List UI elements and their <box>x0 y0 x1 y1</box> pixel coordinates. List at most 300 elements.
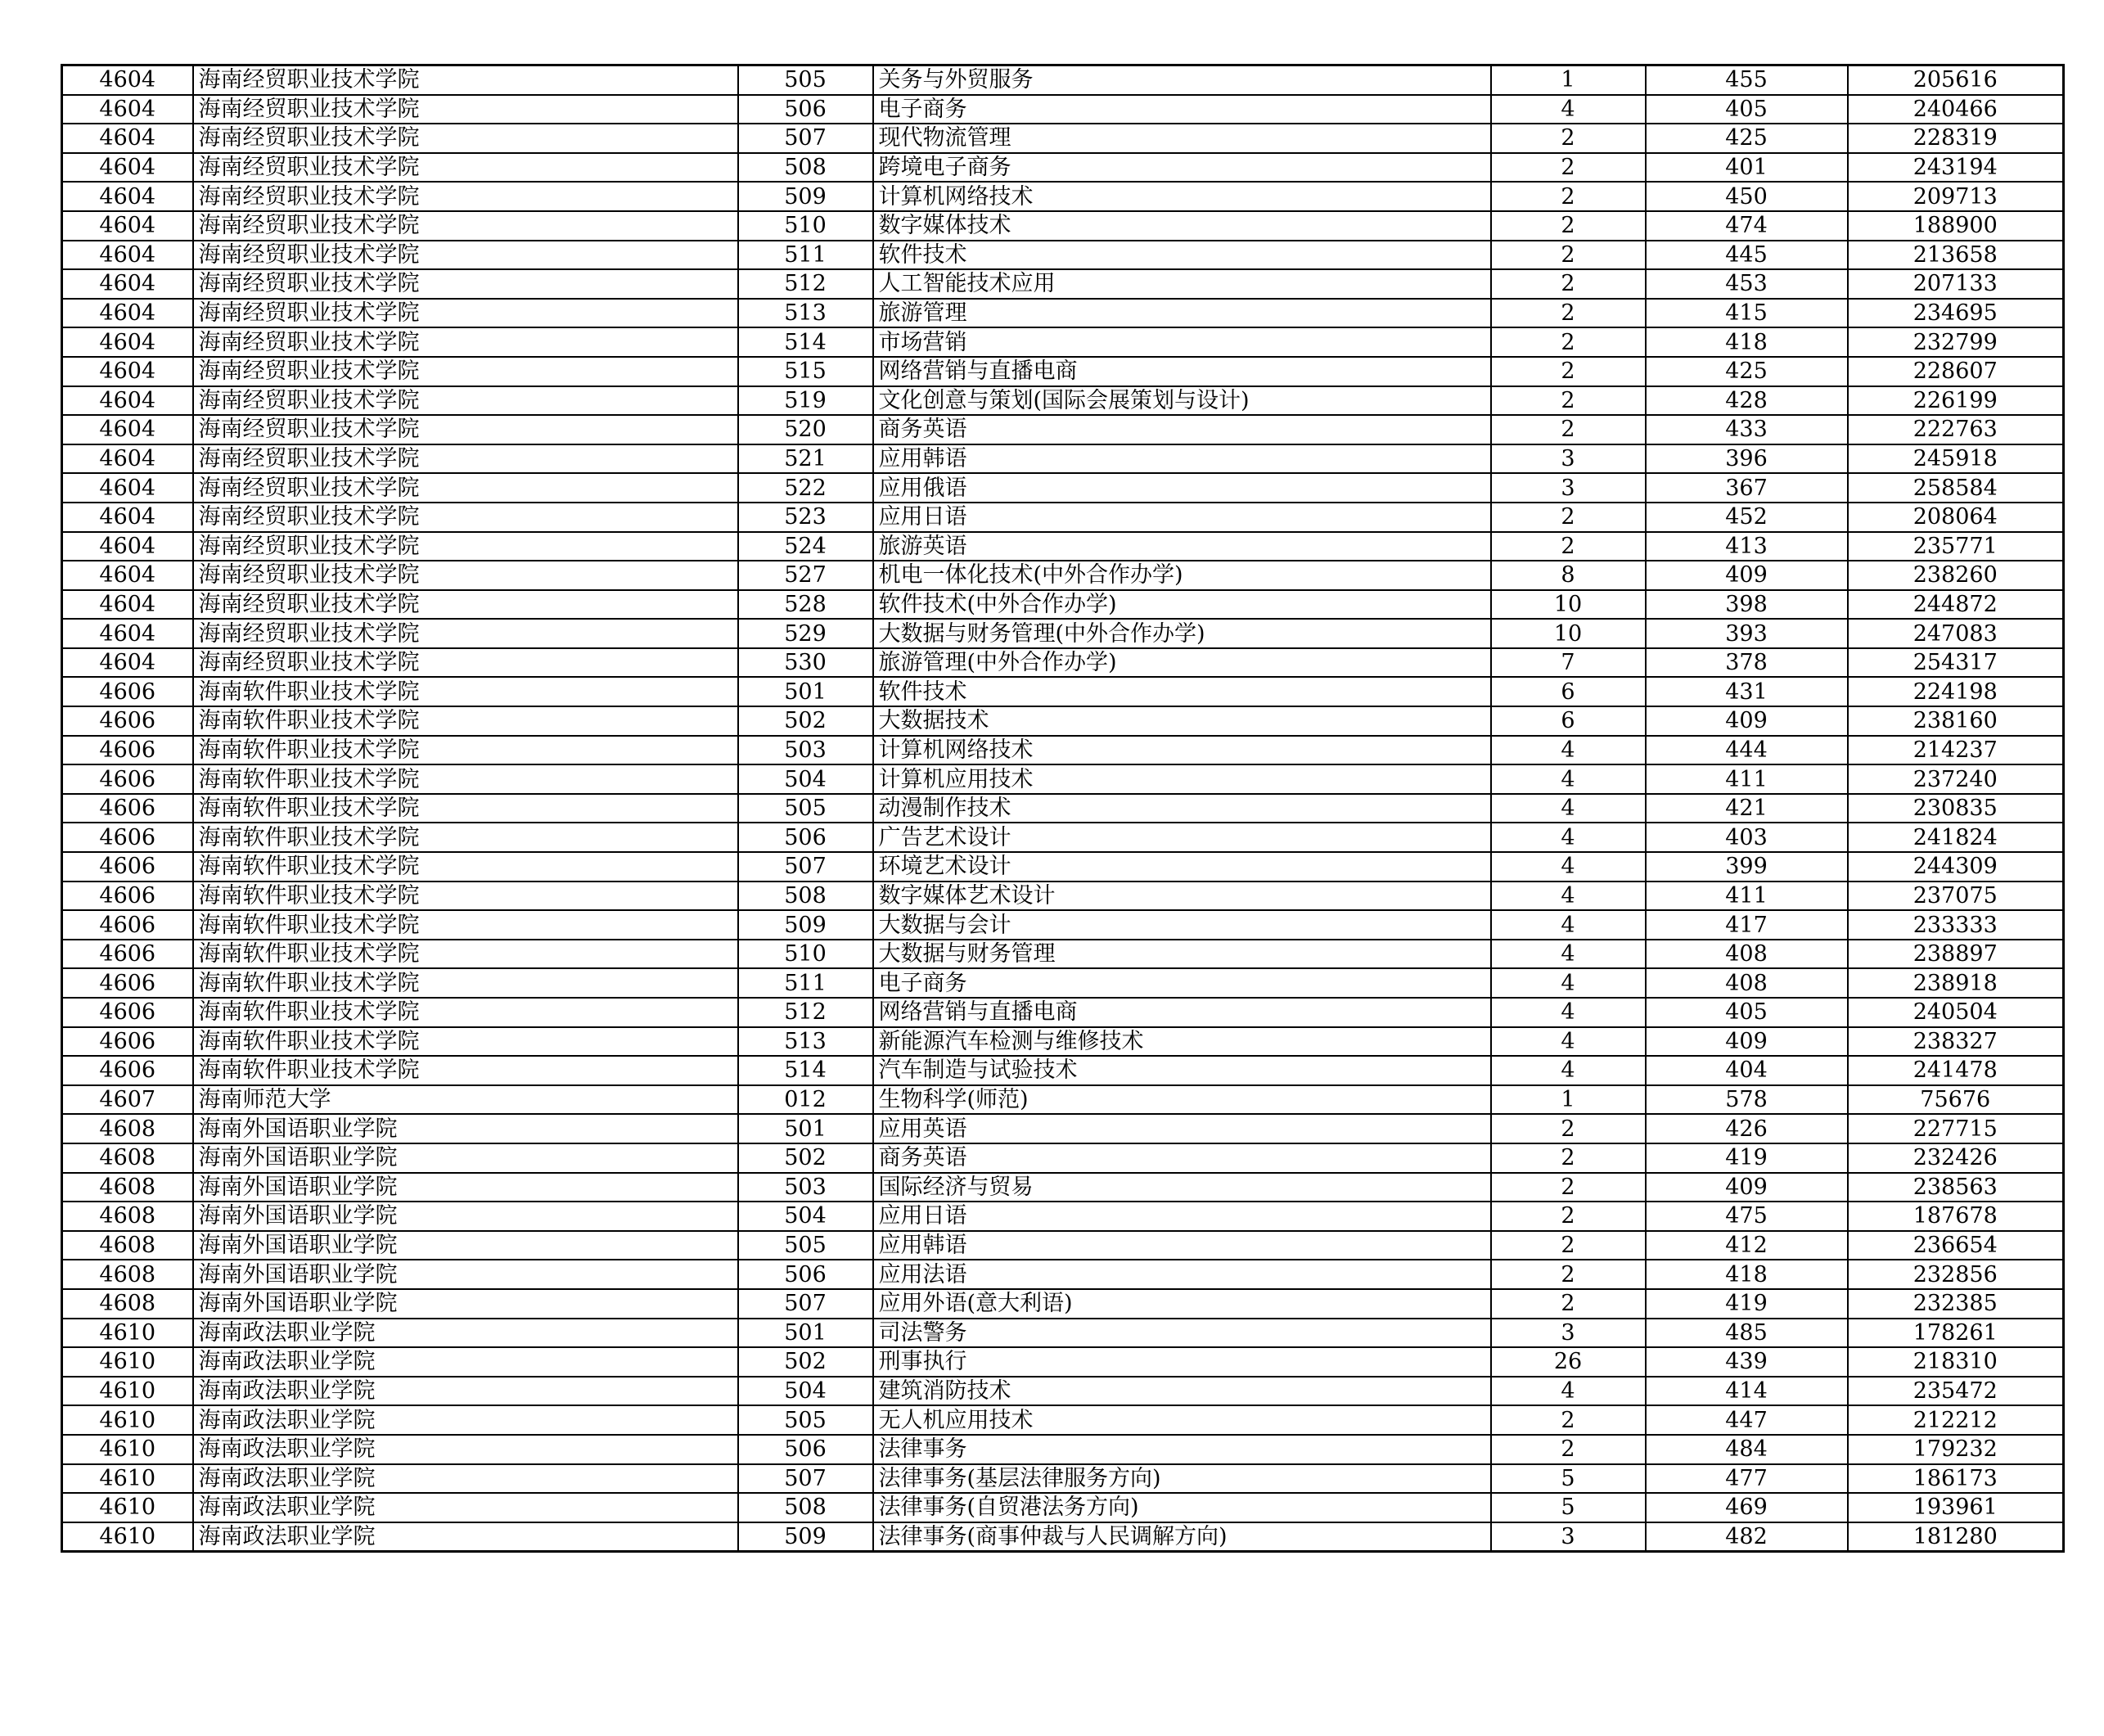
school-name-cell: 海南政法职业学院 <box>193 1319 738 1348</box>
table-row <box>62 211 2064 241</box>
major-code-cell: 513 <box>738 1027 873 1057</box>
major-code-cell: 509 <box>738 910 873 940</box>
table-row <box>62 1377 2064 1406</box>
major-code-cell: 513 <box>738 299 873 328</box>
major-code-cell: 520 <box>738 415 873 444</box>
min-score-cell: 485 <box>1646 1319 1848 1348</box>
major-code-cell: 504 <box>738 1202 873 1231</box>
school-name-cell: 海南外国语职业学院 <box>193 1231 738 1260</box>
major-name-cell: 应用俄语 <box>873 473 1491 503</box>
table-row <box>62 998 2064 1027</box>
min-rank-cell: 232385 <box>1848 1289 2064 1319</box>
major-name-cell: 数字媒体艺术设计 <box>873 882 1491 911</box>
school-name-cell: 海南经贸职业技术学院 <box>193 386 738 416</box>
major-name-cell: 环境艺术设计 <box>873 852 1491 882</box>
enrollment-cell: 10 <box>1491 619 1646 648</box>
major-code-cell: 519 <box>738 386 873 416</box>
major-name-cell: 现代物流管理 <box>873 124 1491 153</box>
school-code-cell: 4610 <box>62 1405 193 1435</box>
enrollment-cell: 4 <box>1491 794 1646 823</box>
min-score-cell: 401 <box>1646 153 1848 183</box>
major-name-cell: 软件技术 <box>873 241 1491 270</box>
table-row <box>62 968 2064 998</box>
major-name-cell: 司法警务 <box>873 1319 1491 1348</box>
major-code-cell: 512 <box>738 998 873 1027</box>
major-code-cell: 523 <box>738 503 873 532</box>
min-rank-cell: 244309 <box>1848 852 2064 882</box>
school-code-cell: 4606 <box>62 823 193 852</box>
enrollment-cell: 1 <box>1491 1085 1646 1115</box>
major-name-cell: 大数据与财务管理 <box>873 940 1491 969</box>
major-code-cell: 506 <box>738 95 873 124</box>
school-name-cell: 海南软件职业技术学院 <box>193 910 738 940</box>
min-score-cell: 409 <box>1646 706 1848 736</box>
min-score-cell: 475 <box>1646 1202 1848 1231</box>
school-code-cell: 4608 <box>62 1231 193 1260</box>
min-score-cell: 398 <box>1646 590 1848 620</box>
school-name-cell: 海南经贸职业技术学院 <box>193 182 738 211</box>
min-rank-cell: 205616 <box>1848 65 2064 95</box>
min-score-cell: 409 <box>1646 1173 1848 1202</box>
major-code-cell: 529 <box>738 619 873 648</box>
table-row <box>62 1231 2064 1260</box>
major-code-cell: 501 <box>738 677 873 706</box>
school-code-cell: 4610 <box>62 1522 193 1552</box>
min-score-cell: 419 <box>1646 1289 1848 1319</box>
min-score-cell: 403 <box>1646 823 1848 852</box>
school-name-cell: 海南经贸职业技术学院 <box>193 211 738 241</box>
school-code-cell: 4606 <box>62 706 193 736</box>
enrollment-cell: 2 <box>1491 124 1646 153</box>
table-row <box>62 619 2064 648</box>
school-code-cell: 4604 <box>62 241 193 270</box>
table-row <box>62 241 2064 270</box>
school-name-cell: 海南经贸职业技术学院 <box>193 415 738 444</box>
min-score-cell: 482 <box>1646 1522 1848 1552</box>
min-score-cell: 405 <box>1646 998 1848 1027</box>
enrollment-cell: 2 <box>1491 1231 1646 1260</box>
major-name-cell: 广告艺术设计 <box>873 823 1491 852</box>
enrollment-cell: 4 <box>1491 823 1646 852</box>
min-score-cell: 417 <box>1646 910 1848 940</box>
major-code-cell: 527 <box>738 561 873 590</box>
enrollment-cell: 4 <box>1491 736 1646 765</box>
enrollment-cell: 2 <box>1491 1435 1646 1464</box>
min-score-cell: 418 <box>1646 1260 1848 1289</box>
school-code-cell: 4604 <box>62 124 193 153</box>
min-score-cell: 412 <box>1646 1231 1848 1260</box>
school-name-cell: 海南外国语职业学院 <box>193 1114 738 1143</box>
major-name-cell: 法律事务(基层法律服务方向) <box>873 1464 1491 1494</box>
table-row <box>62 124 2064 153</box>
min-rank-cell: 212212 <box>1848 1405 2064 1435</box>
table-row <box>62 473 2064 503</box>
major-code-cell: 508 <box>738 1493 873 1522</box>
min-rank-cell: 178261 <box>1848 1319 2064 1348</box>
min-rank-cell: 237240 <box>1848 764 2064 794</box>
school-name-cell: 海南经贸职业技术学院 <box>193 590 738 620</box>
school-code-cell: 4604 <box>62 153 193 183</box>
major-name-cell: 动漫制作技术 <box>873 794 1491 823</box>
min-score-cell: 411 <box>1646 764 1848 794</box>
school-code-cell: 4606 <box>62 677 193 706</box>
school-code-cell: 4606 <box>62 1027 193 1057</box>
school-code-cell: 4608 <box>62 1114 193 1143</box>
table-row <box>62 153 2064 183</box>
min-score-cell: 578 <box>1646 1085 1848 1115</box>
min-score-cell: 409 <box>1646 1027 1848 1057</box>
school-code-cell: 4604 <box>62 532 193 561</box>
min-score-cell: 447 <box>1646 1405 1848 1435</box>
table-row <box>62 1405 2064 1435</box>
major-code-cell: 502 <box>738 1143 873 1173</box>
table-row <box>62 590 2064 620</box>
school-code-cell: 4610 <box>62 1464 193 1494</box>
school-name-cell: 海南经贸职业技术学院 <box>193 444 738 474</box>
min-rank-cell: 237075 <box>1848 882 2064 911</box>
min-score-cell: 425 <box>1646 124 1848 153</box>
table-row <box>62 1114 2064 1143</box>
min-score-cell: 421 <box>1646 794 1848 823</box>
major-code-cell: 507 <box>738 1464 873 1494</box>
school-name-cell: 海南政法职业学院 <box>193 1347 738 1377</box>
min-rank-cell: 258584 <box>1848 473 2064 503</box>
major-code-cell: 510 <box>738 211 873 241</box>
min-score-cell: 433 <box>1646 415 1848 444</box>
table-row <box>62 65 2064 95</box>
school-code-cell: 4606 <box>62 1056 193 1085</box>
min-rank-cell: 224198 <box>1848 677 2064 706</box>
table-row <box>62 794 2064 823</box>
school-name-cell: 海南经贸职业技术学院 <box>193 269 738 299</box>
major-name-cell: 汽车制造与试验技术 <box>873 1056 1491 1085</box>
min-score-cell: 418 <box>1646 327 1848 357</box>
min-score-cell: 452 <box>1646 503 1848 532</box>
min-rank-cell: 238260 <box>1848 561 2064 590</box>
enrollment-cell: 2 <box>1491 327 1646 357</box>
min-rank-cell: 222763 <box>1848 415 2064 444</box>
major-name-cell: 应用法语 <box>873 1260 1491 1289</box>
school-name-cell: 海南软件职业技术学院 <box>193 1027 738 1057</box>
major-code-cell: 502 <box>738 706 873 736</box>
school-name-cell: 海南软件职业技术学院 <box>193 1056 738 1085</box>
min-score-cell: 408 <box>1646 940 1848 969</box>
major-name-cell: 生物科学(师范) <box>873 1085 1491 1115</box>
major-name-cell: 应用韩语 <box>873 444 1491 474</box>
table-row <box>62 1202 2064 1231</box>
major-name-cell: 电子商务 <box>873 968 1491 998</box>
enrollment-cell: 2 <box>1491 503 1646 532</box>
min-rank-cell: 244872 <box>1848 590 2064 620</box>
min-score-cell: 404 <box>1646 1056 1848 1085</box>
table-row <box>62 1464 2064 1494</box>
school-name-cell: 海南经贸职业技术学院 <box>193 241 738 270</box>
major-code-cell: 505 <box>738 65 873 95</box>
major-code-cell: 510 <box>738 940 873 969</box>
enrollment-cell: 4 <box>1491 852 1646 882</box>
enrollment-cell: 2 <box>1491 386 1646 416</box>
enrollment-cell: 2 <box>1491 153 1646 183</box>
min-score-cell: 393 <box>1646 619 1848 648</box>
major-code-cell: 503 <box>738 1173 873 1202</box>
table-row <box>62 1027 2064 1057</box>
enrollment-cell: 4 <box>1491 1377 1646 1406</box>
school-name-cell: 海南经贸职业技术学院 <box>193 124 738 153</box>
min-score-cell: 426 <box>1646 1114 1848 1143</box>
school-name-cell: 海南经贸职业技术学院 <box>193 65 738 95</box>
major-name-cell: 建筑消防技术 <box>873 1377 1491 1406</box>
major-name-cell: 关务与外贸服务 <box>873 65 1491 95</box>
enrollment-cell: 4 <box>1491 95 1646 124</box>
major-name-cell: 计算机应用技术 <box>873 764 1491 794</box>
school-code-cell: 4604 <box>62 65 193 95</box>
min-rank-cell: 179232 <box>1848 1435 2064 1464</box>
min-score-cell: 425 <box>1646 357 1848 386</box>
major-code-cell: 515 <box>738 357 873 386</box>
enrollment-cell: 2 <box>1491 1143 1646 1173</box>
major-code-cell: 524 <box>738 532 873 561</box>
school-name-cell: 海南软件职业技术学院 <box>193 998 738 1027</box>
min-rank-cell: 193961 <box>1848 1493 2064 1522</box>
min-score-cell: 445 <box>1646 241 1848 270</box>
table-row <box>62 1347 2064 1377</box>
school-name-cell: 海南经贸职业技术学院 <box>193 619 738 648</box>
school-code-cell: 4604 <box>62 386 193 416</box>
table-row <box>62 532 2064 561</box>
major-code-cell: 501 <box>738 1319 873 1348</box>
min-rank-cell: 238897 <box>1848 940 2064 969</box>
major-name-cell: 国际经济与贸易 <box>873 1173 1491 1202</box>
major-name-cell: 机电一体化技术(中外合作办学) <box>873 561 1491 590</box>
school-name-cell: 海南经贸职业技术学院 <box>193 357 738 386</box>
enrollment-cell: 5 <box>1491 1493 1646 1522</box>
school-code-cell: 4606 <box>62 764 193 794</box>
school-code-cell: 4606 <box>62 998 193 1027</box>
school-code-cell: 4604 <box>62 444 193 474</box>
enrollment-cell: 6 <box>1491 677 1646 706</box>
min-score-cell: 415 <box>1646 299 1848 328</box>
enrollment-cell: 2 <box>1491 1114 1646 1143</box>
table-row <box>62 357 2064 386</box>
major-code-cell: 012 <box>738 1085 873 1115</box>
major-code-cell: 505 <box>738 1231 873 1260</box>
school-name-cell: 海南外国语职业学院 <box>193 1173 738 1202</box>
min-score-cell: 439 <box>1646 1347 1848 1377</box>
school-code-cell: 4604 <box>62 357 193 386</box>
major-name-cell: 旅游管理(中外合作办学) <box>873 648 1491 678</box>
enrollment-cell: 2 <box>1491 211 1646 241</box>
min-score-cell: 469 <box>1646 1493 1848 1522</box>
min-rank-cell: 209713 <box>1848 182 2064 211</box>
table-row <box>62 1085 2064 1115</box>
min-rank-cell: 228319 <box>1848 124 2064 153</box>
min-rank-cell: 232799 <box>1848 327 2064 357</box>
school-name-cell: 海南软件职业技术学院 <box>193 882 738 911</box>
table-row <box>62 1319 2064 1348</box>
enrollment-cell: 4 <box>1491 910 1646 940</box>
enrollment-cell: 8 <box>1491 561 1646 590</box>
min-score-cell: 367 <box>1646 473 1848 503</box>
min-rank-cell: 235472 <box>1848 1377 2064 1406</box>
enrollment-cell: 4 <box>1491 968 1646 998</box>
min-rank-cell: 181280 <box>1848 1522 2064 1552</box>
major-code-cell: 507 <box>738 1289 873 1319</box>
major-code-cell: 511 <box>738 241 873 270</box>
school-name-cell: 海南经贸职业技术学院 <box>193 327 738 357</box>
major-name-cell: 商务英语 <box>873 415 1491 444</box>
school-code-cell: 4608 <box>62 1289 193 1319</box>
min-score-cell: 450 <box>1646 182 1848 211</box>
enrollment-cell: 1 <box>1491 65 1646 95</box>
major-name-cell: 网络营销与直播电商 <box>873 998 1491 1027</box>
school-code-cell: 4604 <box>62 182 193 211</box>
school-code-cell: 4606 <box>62 852 193 882</box>
table-row <box>62 823 2064 852</box>
major-code-cell: 512 <box>738 269 873 299</box>
school-code-cell: 4606 <box>62 736 193 765</box>
enrollment-cell: 26 <box>1491 1347 1646 1377</box>
min-rank-cell: 233333 <box>1848 910 2064 940</box>
enrollment-cell: 3 <box>1491 444 1646 474</box>
min-rank-cell: 254317 <box>1848 648 2064 678</box>
school-code-cell: 4610 <box>62 1493 193 1522</box>
major-code-cell: 511 <box>738 968 873 998</box>
table-row <box>62 503 2064 532</box>
min-rank-cell: 232856 <box>1848 1260 2064 1289</box>
admission-table <box>61 64 2065 1553</box>
major-name-cell: 旅游英语 <box>873 532 1491 561</box>
school-code-cell: 4610 <box>62 1377 193 1406</box>
enrollment-cell: 3 <box>1491 1522 1646 1552</box>
enrollment-cell: 10 <box>1491 590 1646 620</box>
school-name-cell: 海南经贸职业技术学院 <box>193 532 738 561</box>
school-name-cell: 海南政法职业学院 <box>193 1464 738 1494</box>
school-name-cell: 海南经贸职业技术学院 <box>193 561 738 590</box>
min-rank-cell: 241478 <box>1848 1056 2064 1085</box>
school-code-cell: 4604 <box>62 561 193 590</box>
school-name-cell: 海南外国语职业学院 <box>193 1202 738 1231</box>
enrollment-cell: 4 <box>1491 1056 1646 1085</box>
school-name-cell: 海南经贸职业技术学院 <box>193 473 738 503</box>
min-rank-cell: 230835 <box>1848 794 2064 823</box>
major-name-cell: 应用日语 <box>873 1202 1491 1231</box>
major-code-cell: 502 <box>738 1347 873 1377</box>
school-name-cell: 海南政法职业学院 <box>193 1522 738 1552</box>
min-score-cell: 409 <box>1646 561 1848 590</box>
major-name-cell: 跨境电子商务 <box>873 153 1491 183</box>
major-name-cell: 刑事执行 <box>873 1347 1491 1377</box>
enrollment-cell: 2 <box>1491 1405 1646 1435</box>
min-score-cell: 453 <box>1646 269 1848 299</box>
enrollment-cell: 7 <box>1491 648 1646 678</box>
major-code-cell: 507 <box>738 124 873 153</box>
min-rank-cell: 238327 <box>1848 1027 2064 1057</box>
school-code-cell: 4604 <box>62 473 193 503</box>
school-code-cell: 4604 <box>62 503 193 532</box>
min-rank-cell: 75676 <box>1848 1085 2064 1115</box>
min-score-cell: 419 <box>1646 1143 1848 1173</box>
major-name-cell: 新能源汽车检测与维修技术 <box>873 1027 1491 1057</box>
school-name-cell: 海南外国语职业学院 <box>193 1260 738 1289</box>
school-name-cell: 海南软件职业技术学院 <box>193 677 738 706</box>
major-code-cell: 505 <box>738 1405 873 1435</box>
major-code-cell: 506 <box>738 1435 873 1464</box>
school-code-cell: 4608 <box>62 1143 193 1173</box>
enrollment-cell: 3 <box>1491 1319 1646 1348</box>
table-row <box>62 561 2064 590</box>
table-row <box>62 299 2064 328</box>
min-score-cell: 474 <box>1646 211 1848 241</box>
min-rank-cell: 232426 <box>1848 1143 2064 1173</box>
min-score-cell: 405 <box>1646 95 1848 124</box>
enrollment-cell: 4 <box>1491 764 1646 794</box>
major-name-cell: 软件技术 <box>873 677 1491 706</box>
major-code-cell: 508 <box>738 882 873 911</box>
major-code-cell: 503 <box>738 736 873 765</box>
school-name-cell: 海南软件职业技术学院 <box>193 852 738 882</box>
table-row <box>62 852 2064 882</box>
major-name-cell: 软件技术(中外合作办学) <box>873 590 1491 620</box>
school-code-cell: 4606 <box>62 794 193 823</box>
min-score-cell: 414 <box>1646 1377 1848 1406</box>
major-name-cell: 人工智能技术应用 <box>873 269 1491 299</box>
min-rank-cell: 226199 <box>1848 386 2064 416</box>
school-name-cell: 海南软件职业技术学院 <box>193 706 738 736</box>
major-name-cell: 法律事务(自贸港法务方向) <box>873 1493 1491 1522</box>
school-code-cell: 4606 <box>62 882 193 911</box>
major-code-cell: 514 <box>738 1056 873 1085</box>
min-rank-cell: 227715 <box>1848 1114 2064 1143</box>
min-rank-cell: 238160 <box>1848 706 2064 736</box>
table-row <box>62 269 2064 299</box>
enrollment-cell: 5 <box>1491 1464 1646 1494</box>
min-rank-cell: 187678 <box>1848 1202 2064 1231</box>
enrollment-cell: 2 <box>1491 415 1646 444</box>
major-name-cell: 大数据与会计 <box>873 910 1491 940</box>
min-score-cell: 477 <box>1646 1464 1848 1494</box>
school-name-cell: 海南软件职业技术学院 <box>193 968 738 998</box>
major-name-cell: 商务英语 <box>873 1143 1491 1173</box>
min-score-cell: 444 <box>1646 736 1848 765</box>
min-rank-cell: 186173 <box>1848 1464 2064 1494</box>
school-code-cell: 4606 <box>62 968 193 998</box>
min-score-cell: 484 <box>1646 1435 1848 1464</box>
table-row <box>62 764 2064 794</box>
table-row <box>62 1173 2064 1202</box>
school-code-cell: 4604 <box>62 211 193 241</box>
min-score-cell: 431 <box>1646 677 1848 706</box>
major-code-cell: 514 <box>738 327 873 357</box>
min-rank-cell: 213658 <box>1848 241 2064 270</box>
school-name-cell: 海南经贸职业技术学院 <box>193 648 738 678</box>
min-rank-cell: 240466 <box>1848 95 2064 124</box>
school-name-cell: 海南政法职业学院 <box>193 1377 738 1406</box>
school-name-cell: 海南经贸职业技术学院 <box>193 95 738 124</box>
major-code-cell: 521 <box>738 444 873 474</box>
major-name-cell: 旅游管理 <box>873 299 1491 328</box>
enrollment-cell: 2 <box>1491 1289 1646 1319</box>
major-name-cell: 数字媒体技术 <box>873 211 1491 241</box>
major-code-cell: 508 <box>738 153 873 183</box>
min-rank-cell: 214237 <box>1848 736 2064 765</box>
major-code-cell: 507 <box>738 852 873 882</box>
major-code-cell: 501 <box>738 1114 873 1143</box>
table-row <box>62 882 2064 911</box>
major-code-cell: 504 <box>738 1377 873 1406</box>
min-score-cell: 408 <box>1646 968 1848 998</box>
major-name-cell: 市场营销 <box>873 327 1491 357</box>
school-code-cell: 4608 <box>62 1173 193 1202</box>
